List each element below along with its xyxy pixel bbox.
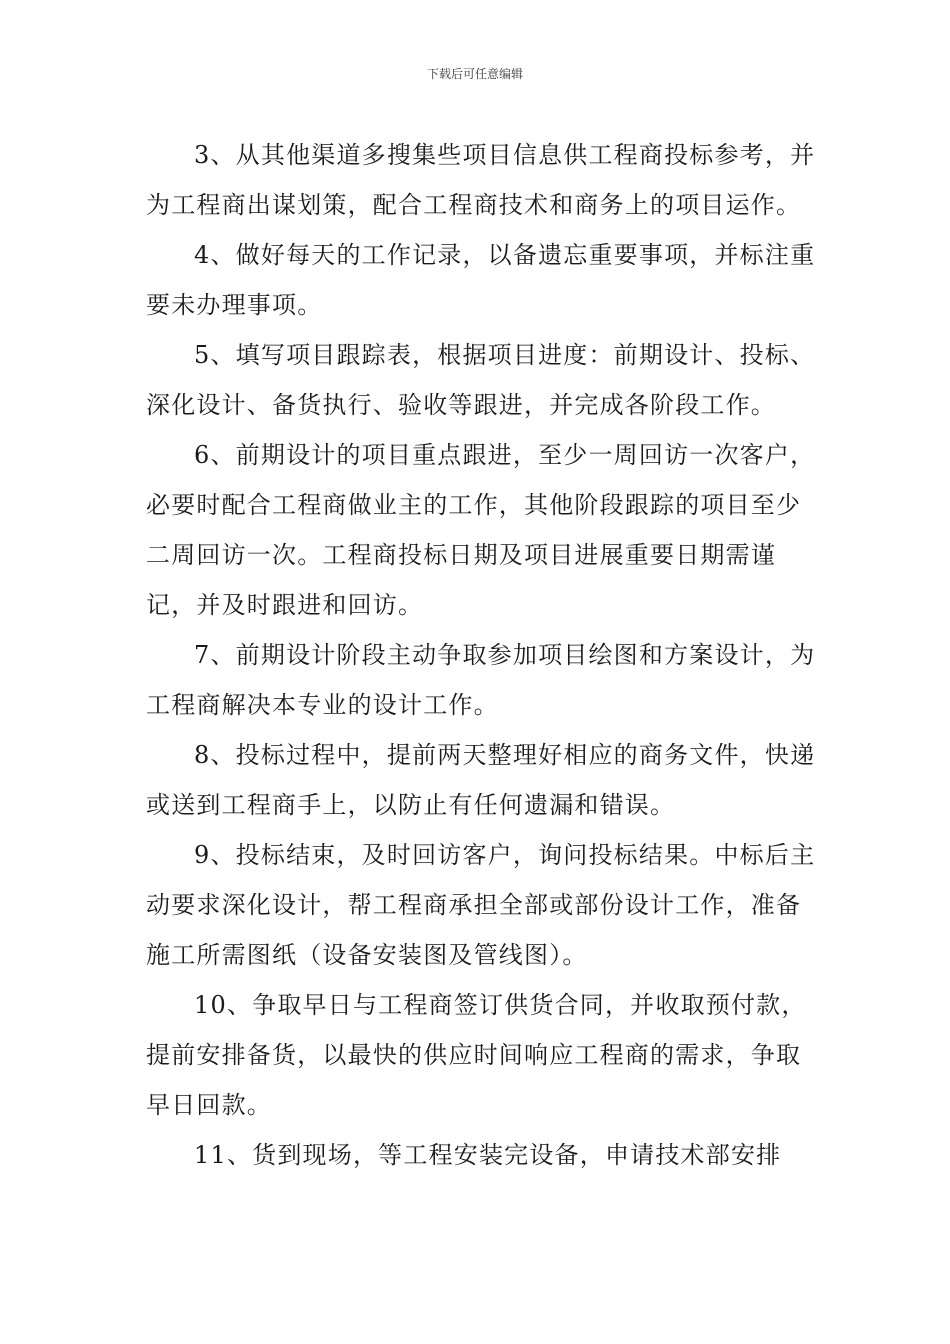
paragraph-item-10: 10、争取早日与工程商签订供货合同，并收取预付款，提前安排备货，以最快的供应时间响应工程商的需求，争取早日回款。 xyxy=(146,991,807,1119)
page-header-note: 下载后可任意编辑 xyxy=(426,67,523,81)
paragraph-item-5: 5、填写项目跟踪表，根据项目进度：前期设计、投标、深化设计、备货执行、验收等跟进，并完成各阶段工作。 xyxy=(146,341,816,419)
paragraph-item-4: 4、做好每天的工作记录，以备遗忘重要事项，并标注重要未办理事项。 xyxy=(146,241,816,319)
paragraph-item-3: 3、从其他渠道多搜集些项目信息供工程商投标参考，并为工程商出谋划策，配合工程商技术和商务上的项目运作。 xyxy=(146,141,816,219)
paragraph-item-11: 11、货到现场，等工程安装完设备，申请技术部安排 xyxy=(194,1141,782,1169)
paragraph-item-7: 7、前期设计阶段主动争取参加项目绘图和方案设计，为工程商解决本专业的设计工作。 xyxy=(146,641,816,719)
paragraph-item-6: 6、前期设计的项目重点跟进，至少一周回访一次客户，必要时配合工程商做业主的工作，其他阶段跟踪的项目至少二周回访一次。工程商投标日期及项目进展重要日期需谨记，并及时跟进和回访。 xyxy=(146,441,816,619)
document-body xyxy=(146,130,816,1180)
paragraph-item-9: 9、投标结束，及时回访客户，询问投标结果。中标后主动要求深化设计，帮工程商承担全部或部份设计工作，准备施工所需图纸（设备安装图及管线图）。 xyxy=(146,841,816,969)
paragraph-item-8: 8、投标过程中，提前两天整理好相应的商务文件，快递或送到工程商手上，以防止有任何遗漏和错误。 xyxy=(146,741,816,819)
